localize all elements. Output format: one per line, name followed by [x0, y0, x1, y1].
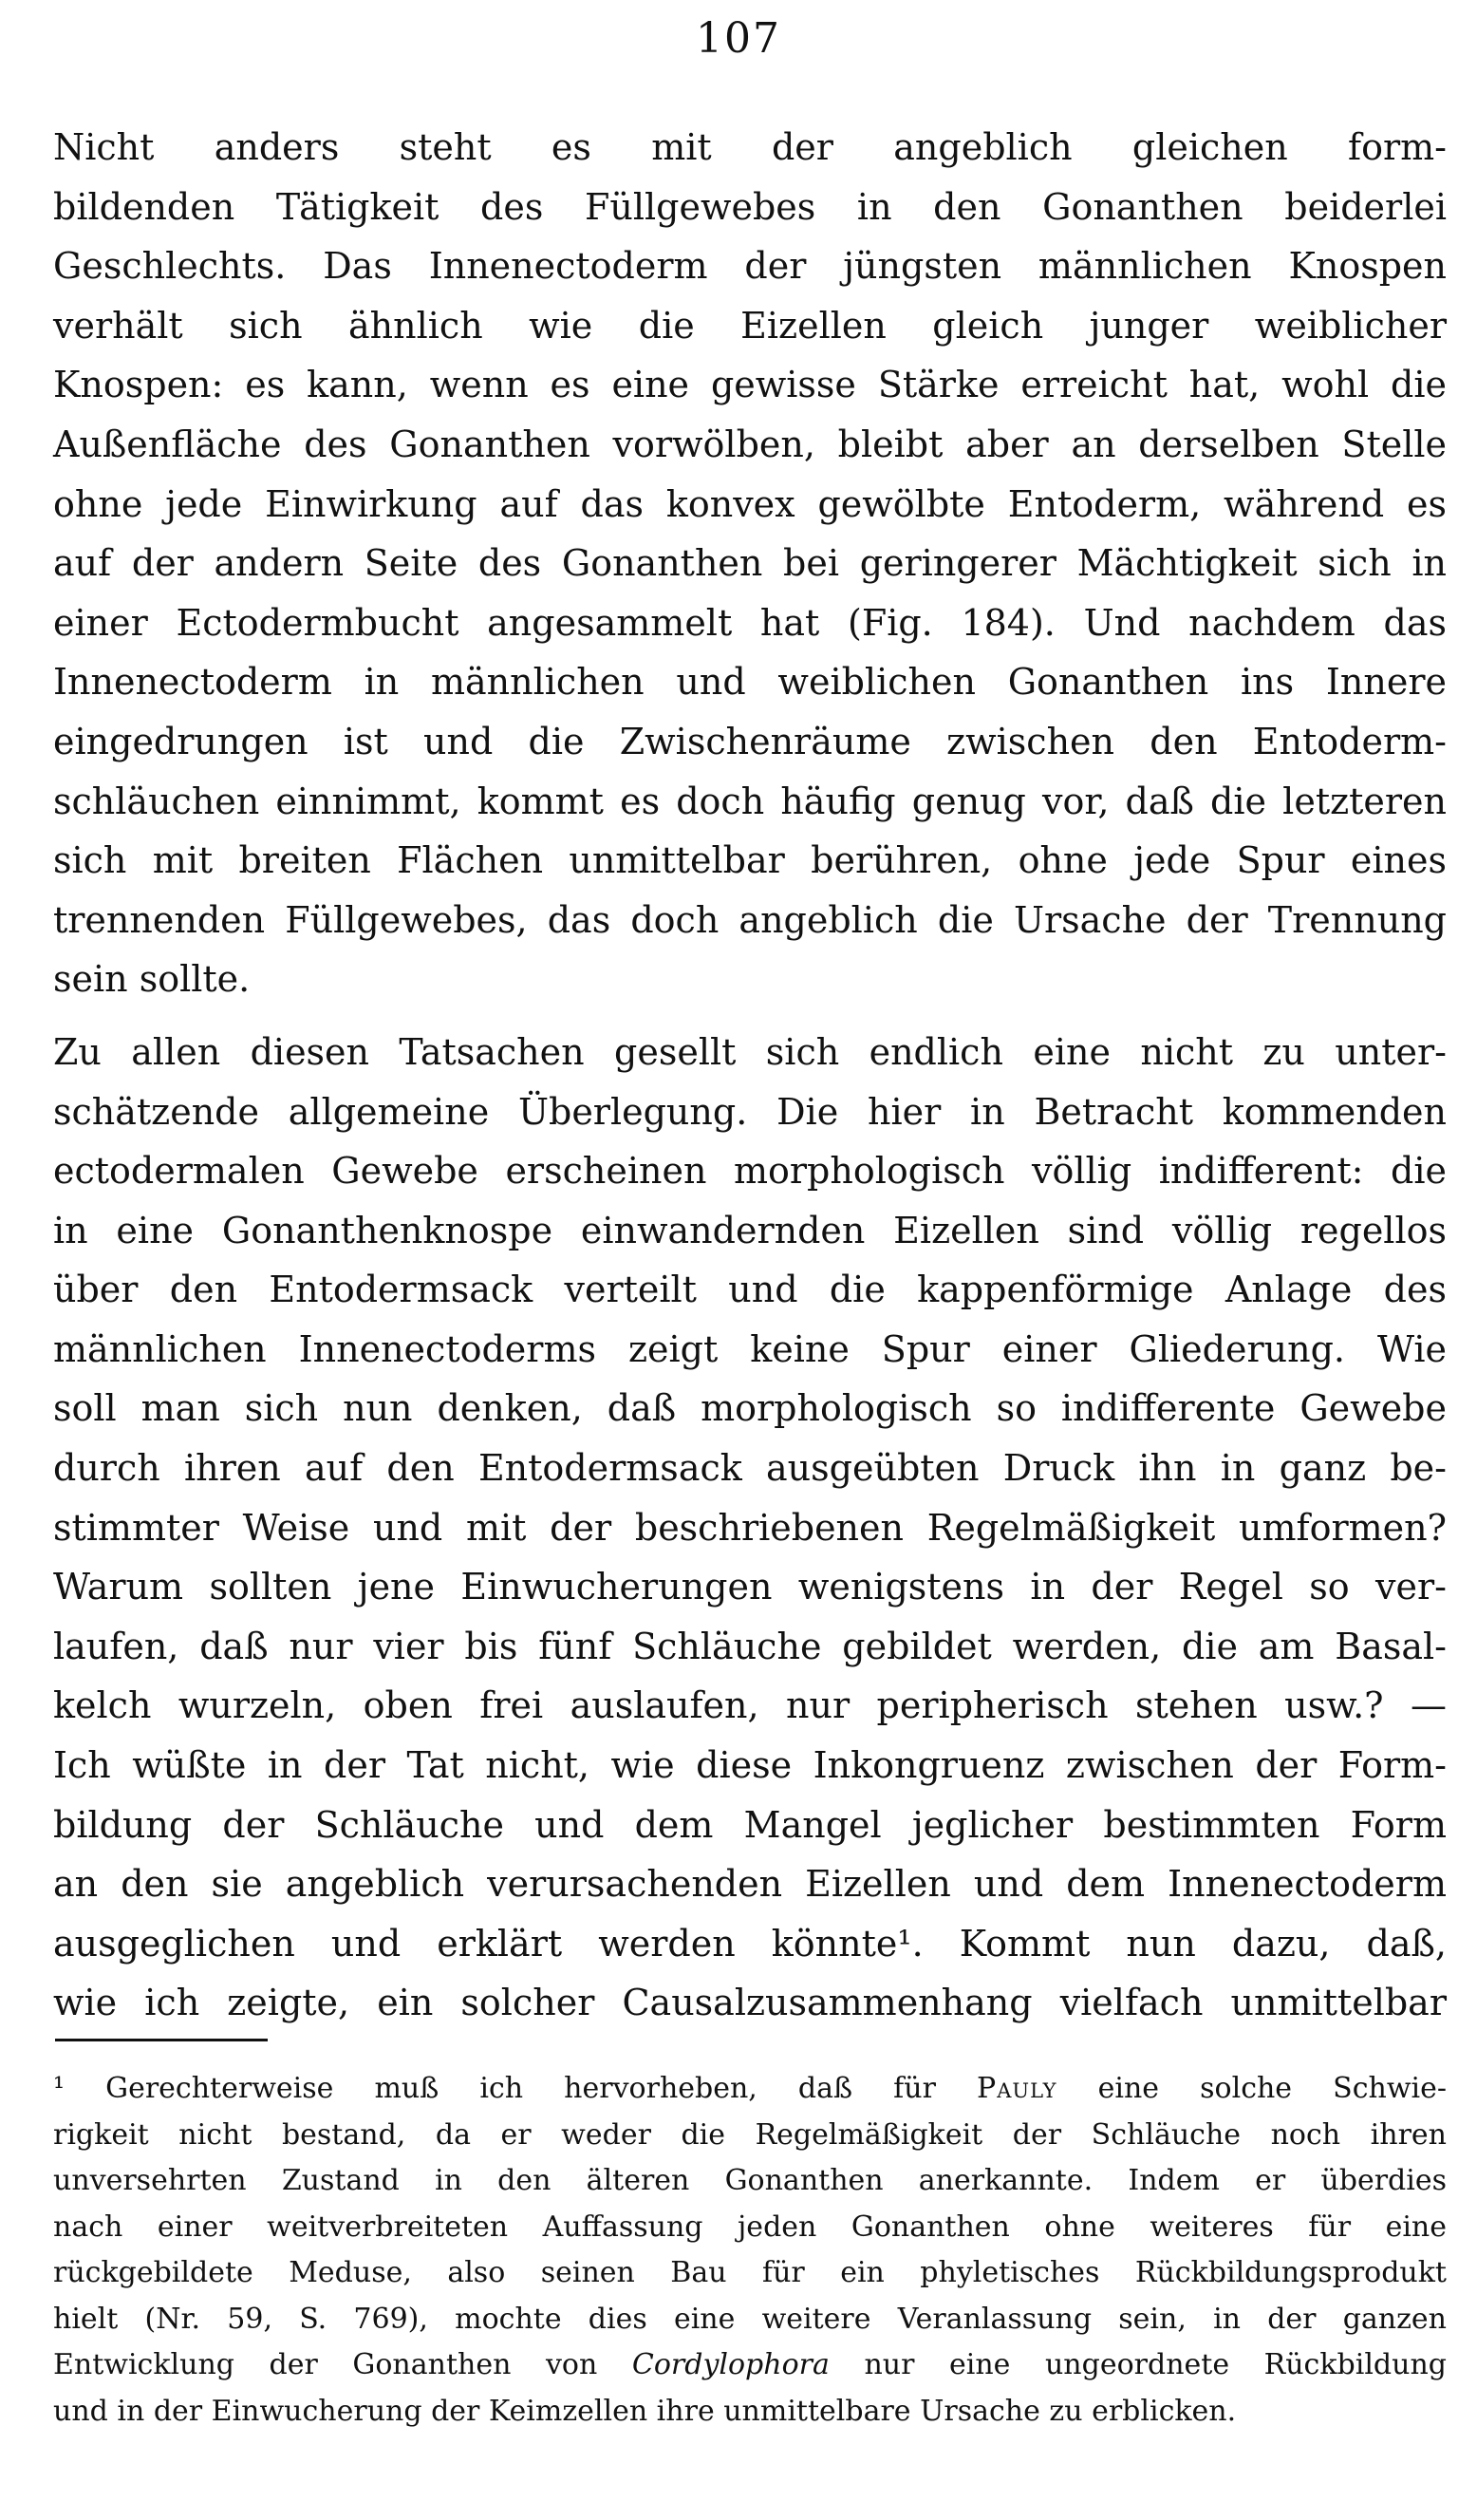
- text-line: schätzende allgemeine Überlegung. Die hier in Betracht kommenden: [53, 1090, 1447, 1133]
- text-line: verhält sich ähnlich wie die Eizellen gleich junger weiblicher: [53, 304, 1447, 347]
- text-line: Warum sollten jene Einwucherungen wenigstens in der Regel so ver-: [53, 1566, 1447, 1608]
- text-line: stimmter Weise und mit der beschriebenen Regelmäßigkeit umformen?: [53, 1506, 1447, 1549]
- page-number: 107: [696, 14, 781, 63]
- text-line: Geschlechts. Das Innenectoderm der jüngsten männlichen Knospen: [53, 245, 1447, 288]
- footnote-separator: [55, 2039, 268, 2041]
- text-line: eingedrungen ist und die Zwischenräume zwischen den Entoderm-: [53, 720, 1447, 762]
- footnote-text: Entwicklung der Gonanthen von: [53, 2348, 632, 2381]
- footnote-text: nur eine ungeordnete Rückbildung: [829, 2348, 1447, 2381]
- text-line: ohne jede Einwirkung auf das konvex gewölbte Entoderm, während es: [53, 482, 1447, 525]
- text-line: bildung der Schläuche und dem Mangel jeglicher bestimmten Form: [53, 1803, 1447, 1846]
- footnote-line: [53, 2342, 1447, 2389]
- footnote-line: rigkeit nicht bestand, da er weder die Regelmäßigkeit der Schläuche noch ihren: [53, 2117, 1447, 2152]
- text-line: laufen, daß nur vier bis fünf Schläuche gebildet werden, die am Basal-: [53, 1625, 1447, 1667]
- footnote-text: ¹ Gerechterweise muß ich hervorheben, daß für: [53, 2072, 978, 2105]
- text-line: Außenfläche des Gonanthen vorwölben, bleibt aber an derselben Stelle: [53, 423, 1447, 465]
- text-line: sein sollte.: [53, 958, 251, 1001]
- text-line: sich mit breiten Flächen unmittelbar berühren, ohne jede Spur eines: [53, 839, 1447, 882]
- text-line: Knospen: es kann, wenn es eine gewisse Stärke erreicht hat, wohl die: [53, 364, 1447, 406]
- text-line: soll man sich nun denken, daß morphologisch so indifferente Gewebe: [53, 1387, 1447, 1430]
- text-line: schläuchen einnimmt, kommt es doch häufig genug vor, daß die letzteren: [53, 780, 1447, 822]
- text-line: trennenden Füllgewebes, das doch angeblich die Ursache der Trennung: [53, 898, 1447, 941]
- text-line: wie ich zeigte, ein solcher Causalzusammenhang vielfach unmittelbar: [53, 1982, 1447, 2024]
- text-line: Ich wüßte in der Tat nicht, wie diese Inkongruenz zwischen der Form-: [53, 1744, 1447, 1787]
- footnote-text: eine solche Schwie-: [1056, 2072, 1447, 2105]
- footnote-line: [53, 2066, 1447, 2113]
- footnote-line: und in der Einwucherung der Keimzellen ihre unmittelbare Ursache zu erblicken.: [53, 2394, 1237, 2428]
- text-line: auf der andern Seite des Gonanthen bei geringerer Mächtigkeit sich in: [53, 542, 1447, 585]
- footnote-line: unversehrten Zustand in den älteren Gonanthen anerkannte. Indem er überdies: [53, 2164, 1447, 2197]
- author-name: Pauly: [977, 2072, 1057, 2105]
- text-line: über den Entodermsack verteilt und die kappenförmige Anlage des: [53, 1269, 1447, 1311]
- text-line: Nicht anders steht es mit der angeblich gleichen form-: [53, 126, 1447, 168]
- text-line: an den sie angeblich verursachenden Eizellen und dem Innenectoderm: [53, 1863, 1447, 1906]
- text-line: durch ihren auf den Entodermsack ausgeübten Druck ihn in ganz be-: [53, 1447, 1447, 1490]
- footnote-line: nach einer weitverbreiteten Auffassung jeden Gonanthen ohne weiteres für eine: [53, 2210, 1447, 2244]
- text-line: ausgeglichen und erklärt werden könnte¹. Kommt nun dazu, daß,: [53, 1922, 1447, 1965]
- footnote-line: hielt (Nr. 59, S. 769), mochte dies eine weitere Veranlassung sein, in der ganzen: [53, 2302, 1447, 2336]
- genus-name: Cordylophora: [631, 2348, 830, 2381]
- text-line: männlichen Innenectoderms zeigt keine Spur einer Gliederung. Wie: [53, 1327, 1447, 1370]
- text-line: Zu allen diesen Tatsachen gesellt sich endlich eine nicht zu unter-: [53, 1030, 1447, 1073]
- footnote: [53, 2066, 1447, 2435]
- text-line: bildenden Tätigkeit des Füllgewebes in den Gonanthen beiderlei: [53, 185, 1447, 228]
- paragraph-gap: [53, 1009, 1447, 1023]
- body-text: [53, 118, 1447, 2033]
- text-line: in eine Gonanthenknospe einwandernden Eizellen sind völlig regellos: [53, 1209, 1447, 1251]
- paragraph-2: [53, 1023, 1447, 2033]
- text-line: ectodermalen Gewebe erscheinen morphologisch völlig indifferent: die: [53, 1150, 1447, 1193]
- text-line: kelch wurzeln, oben frei auslaufen, nur peripherisch stehen usw.? —: [53, 1684, 1447, 1727]
- text-line: Innenectoderm in männlichen und weiblichen Gonanthen ins Innere: [53, 661, 1447, 704]
- paragraph-1: [53, 118, 1447, 1009]
- text-line: einer Ectodermbucht angesammelt hat (Fig. 184). Und nachdem das: [53, 601, 1447, 644]
- footnote-line: rückgebildete Meduse, also seinen Bau für ein phyletisches Rückbildungsprodukt: [53, 2256, 1447, 2289]
